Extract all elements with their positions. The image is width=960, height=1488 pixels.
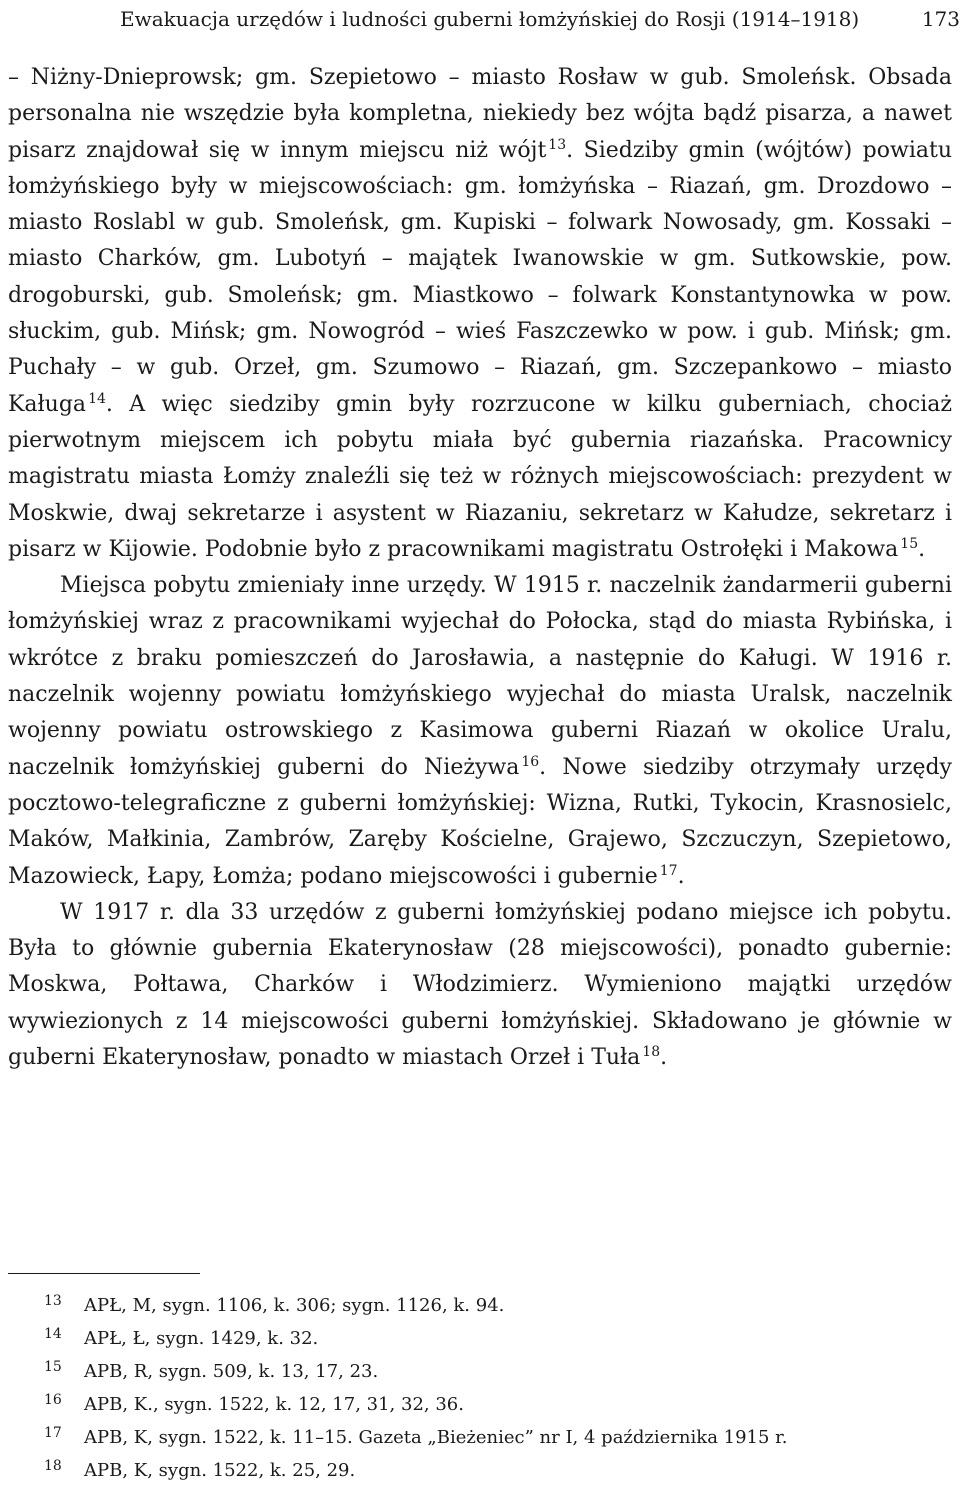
text-run: . bbox=[677, 863, 685, 889]
footnote-ref-14[interactable]: 14 bbox=[88, 390, 106, 407]
footnote-15 bbox=[44, 1356, 944, 1389]
text-run: – Niżny-Dnieprowsk; gm. Szepietowo – miasto Rosław w gub. Smoleńsk. Obsada personalna nie wszędzie była kompletna, niekiedy bez wójta bądź pisarza, a nawet pisarz znajdował się w innym miejscu niż wójt bbox=[8, 65, 952, 163]
footnote-text: APŁ, M, sygn. 1106, k. 306; sygn. 1126, k. 94. bbox=[84, 1295, 505, 1316]
footnote-17 bbox=[44, 1422, 944, 1455]
footnote-text: APB, K, sygn. 1522, k. 11–15. Gazeta „Bieżeniec” nr I, 4 października 1915 r. bbox=[84, 1427, 788, 1448]
footnote-ref-16[interactable]: 16 bbox=[521, 753, 540, 770]
text-run: . bbox=[660, 1045, 668, 1071]
footnote-16 bbox=[44, 1389, 944, 1422]
footnote-number: 16 bbox=[44, 1392, 62, 1408]
footnote-14 bbox=[44, 1323, 944, 1356]
footnote-number: 17 bbox=[44, 1425, 62, 1441]
running-head bbox=[120, 2, 960, 36]
footnote-ref-18[interactable]: 18 bbox=[642, 1044, 661, 1061]
running-title: Ewakuacja urzędów i ludności guberni łomżyńskiej do Rosji (1914–1918) bbox=[120, 7, 860, 31]
footnote-18 bbox=[44, 1455, 944, 1488]
footnote-number: 18 bbox=[44, 1458, 62, 1474]
footnotes bbox=[44, 1290, 944, 1488]
footnote-number: 15 bbox=[44, 1359, 62, 1375]
footnote-ref-15[interactable]: 15 bbox=[900, 535, 919, 552]
footnote-number: 14 bbox=[44, 1326, 62, 1342]
text-run: W 1917 r. dla 33 urzędów z guberni łomżyńskiej podano miejsce ich pobytu. Była to głównie gubernia Ekaterynosław (28 miejscowości), ponadto gubernie: Moskwa, Połtawa, Charków i Włodzimierz. Wymieniono majątki urzędów wywiezionych z 14 miejscowości guberni łomżyńskiej. Składowano je głównie w guberni Ekaterynosław, ponadto w miastach Orzeł i Tuła bbox=[8, 899, 952, 1071]
text-run: . Siedziby gmin (wójtów) powiatu łomżyńskiego były w miejscowościach: gm. łomżyńska – Riazań, gm. Drozdowo – miasto Roslabl w gub. Smoleńsk, gm. Kupiski – folwark Nowosady, gm. Kossaki – miasto Charków, gm. Lubotyń – majątek Iwanowskie w gm. Sutkowskie, pow. drogoburski, gub. Smoleńsk; gm. Miastkowo – folwark Konstantynowka w pow. słuckim, gub. Mińsk; gm. Nowogród – wieś Faszczewko w pow. i gub. Mińsk; gm. Puchały – w gub. Orzeł, gm. Szumowo – Riazań, gm. Szczepankowo – miasto Kaługa bbox=[8, 137, 953, 417]
paragraph-1 bbox=[8, 60, 952, 568]
footnote-13 bbox=[44, 1290, 944, 1323]
footnote-text: APB, K., sygn. 1522, k. 12, 17, 31, 32, 36. bbox=[84, 1394, 464, 1415]
footnote-divider bbox=[8, 1273, 200, 1274]
paragraph-3 bbox=[8, 895, 952, 1076]
footnote-number: 13 bbox=[44, 1293, 62, 1309]
paragraph-2 bbox=[8, 568, 952, 895]
footnote-text: APB, K, sygn. 1522, k. 25, 29. bbox=[84, 1460, 356, 1481]
footnote-text: APB, R, sygn. 509, k. 13, 17, 23. bbox=[84, 1361, 379, 1382]
text-run: . bbox=[918, 536, 926, 562]
text-run: . A więc siedziby gmin były rozrzucone w kilku guberniach, chociaż pierwotnym miejscem ich pobytu miała być gubernia riazańska. Pracownicy magistratu miasta Łomży znaleźli się też w różnych miejscowościach: prezydent w Moskwie, dwaj sekretarze i asystent w Riazaniu, sekretarz w Kałudze, sekretarz i pisarz w Kijowie. Podobnie było z pracownikami magistratu Ostrołęki i Makowa bbox=[8, 391, 952, 562]
footnote-ref-13[interactable]: 13 bbox=[548, 136, 567, 153]
page-number: 173 bbox=[921, 7, 960, 31]
page bbox=[8, 0, 960, 1484]
text-run: . Nowe siedziby otrzymały urzędy pocztowo-telegraficzne z guberni łomżyńskiej: Wizna, Rutki, Tykocin, Krasnosielc, Maków, Małkinia, Zambrów, Zaręby Kościelne, Grajewo, Szczuczyn, Szepietowo, Mazowieck, Łapy, Łomża; podano miejscowości i gubernie bbox=[8, 754, 952, 889]
body-text bbox=[8, 60, 952, 1076]
footnote-ref-17[interactable]: 17 bbox=[659, 862, 678, 879]
text-run: Miejsca pobytu zmieniały inne urzędy. W 1915 r. naczelnik żandarmerii guberni łomżyńskiej wraz z pracownikami wyjechał do Połocka, stąd do miasta Rybińska, i wkrótce z braku pomieszczeń do Jarosławia, a następnie do Kaługi. W 1916 r. naczelnik wojenny powiatu łomżyńskiego wyjechał do miasta Uralsk, naczelnik wojenny powiatu ostrowskiego z Kasimowa guberni Riazań w okolice Uralu, naczelnik łomżyńskiej guberni do Nieżywa bbox=[8, 573, 952, 780]
footnote-text: APŁ, Ł, sygn. 1429, k. 32. bbox=[84, 1328, 319, 1349]
